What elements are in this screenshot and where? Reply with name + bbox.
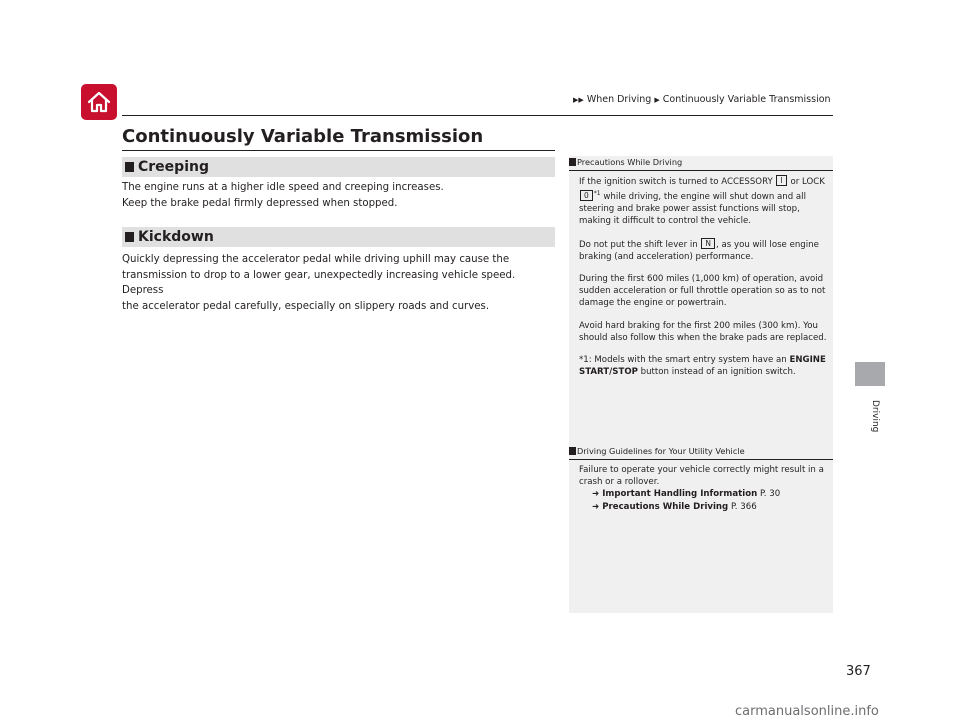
section-body-creeping bbox=[122, 180, 558, 211]
note-body-precautions bbox=[579, 175, 829, 389]
note-paragraph: Avoid hard braking for the first 200 miles (300 km). You should also follow this when the brake pads are replaced. bbox=[579, 320, 827, 343]
cross-reference-link[interactable]: ➜ Important Handling Information P. 30 bbox=[592, 489, 781, 500]
page-title: Continuously Variable Transmission bbox=[122, 126, 484, 147]
section-body-kickdown bbox=[122, 252, 558, 314]
note-heading-guidelines: Driving Guidelines for Your Utility Vehicle bbox=[569, 446, 833, 460]
cross-reference-link[interactable]: ➜ Precautions While Driving P. 366 bbox=[592, 501, 757, 512]
title-divider bbox=[122, 150, 555, 151]
body-line: the accelerator pedal carefully, especially on slippery roads and curves. bbox=[122, 300, 490, 312]
home-button[interactable] bbox=[81, 84, 117, 120]
chapter-tab[interactable] bbox=[855, 362, 885, 386]
chapter-label: Driving bbox=[870, 400, 880, 433]
reference-arrow-icon: ➜ bbox=[592, 489, 600, 500]
body-line: transmission to drop to a lower gear, unexpectedly increasing vehicle speed. Depress bbox=[122, 269, 516, 296]
section-heading-kickdown: Kickdown bbox=[122, 227, 555, 247]
square-bullet-icon bbox=[125, 162, 134, 172]
note-paragraph: During the first 600 miles (1,000 km) of operation, avoid sudden acceleration or full throttle operation so as to not damage the engine or powertrain. bbox=[579, 274, 826, 309]
note-paragraph: Do not put the shift lever in N , as you will lose engine braking (and acceleration) performance. bbox=[579, 238, 819, 262]
body-line: Keep the brake pedal firmly depressed when stopped. bbox=[122, 197, 398, 209]
section-heading-creeping: Creeping bbox=[122, 157, 555, 177]
note-paragraph: Failure to operate your vehicle correctly might result in a crash or a rollover. bbox=[579, 465, 824, 488]
breadcrumb-item[interactable]: Continuously Variable Transmission bbox=[662, 94, 831, 105]
note-marker-icon bbox=[569, 158, 576, 166]
double-triangle-right-icon: ▶▶ bbox=[573, 96, 584, 104]
double-triangle-right-icon: ▶ bbox=[654, 96, 660, 104]
shift-position-neutral: N bbox=[701, 238, 715, 249]
body-line: Quickly depressing the accelerator pedal while driving uphill may cause the bbox=[122, 254, 510, 265]
page-number: 367 bbox=[846, 664, 871, 679]
breadcrumb bbox=[573, 94, 831, 105]
watermark: carmanualsonline.info bbox=[735, 704, 879, 719]
square-bullet-icon bbox=[125, 232, 134, 242]
reference-arrow-icon: ➜ bbox=[592, 501, 600, 512]
body-line: The engine runs at a higher idle speed and creeping increases. bbox=[122, 182, 444, 193]
note-paragraph: *1: Models with the smart entry system have an ENGINE START/STOP button instead of an ignition switch. bbox=[579, 355, 826, 378]
note-heading-precautions: Precautions While Driving bbox=[569, 157, 833, 171]
header-divider bbox=[122, 115, 833, 116]
note-body-guidelines bbox=[579, 464, 829, 513]
note-paragraph: If the ignition switch is turned to ACCESSORY I or LOCK 0 $^{*1}$ while driving, the engine will shut down and all steering and brake power assist functions will stop, making it difficult to control the vehicle. bbox=[579, 176, 825, 227]
ignition-key-lock: 0 bbox=[580, 190, 593, 201]
home-icon bbox=[86, 90, 112, 114]
breadcrumb-item[interactable]: When Driving bbox=[586, 94, 652, 105]
ignition-key-accessory: I bbox=[776, 175, 786, 186]
note-marker-icon bbox=[569, 447, 576, 455]
